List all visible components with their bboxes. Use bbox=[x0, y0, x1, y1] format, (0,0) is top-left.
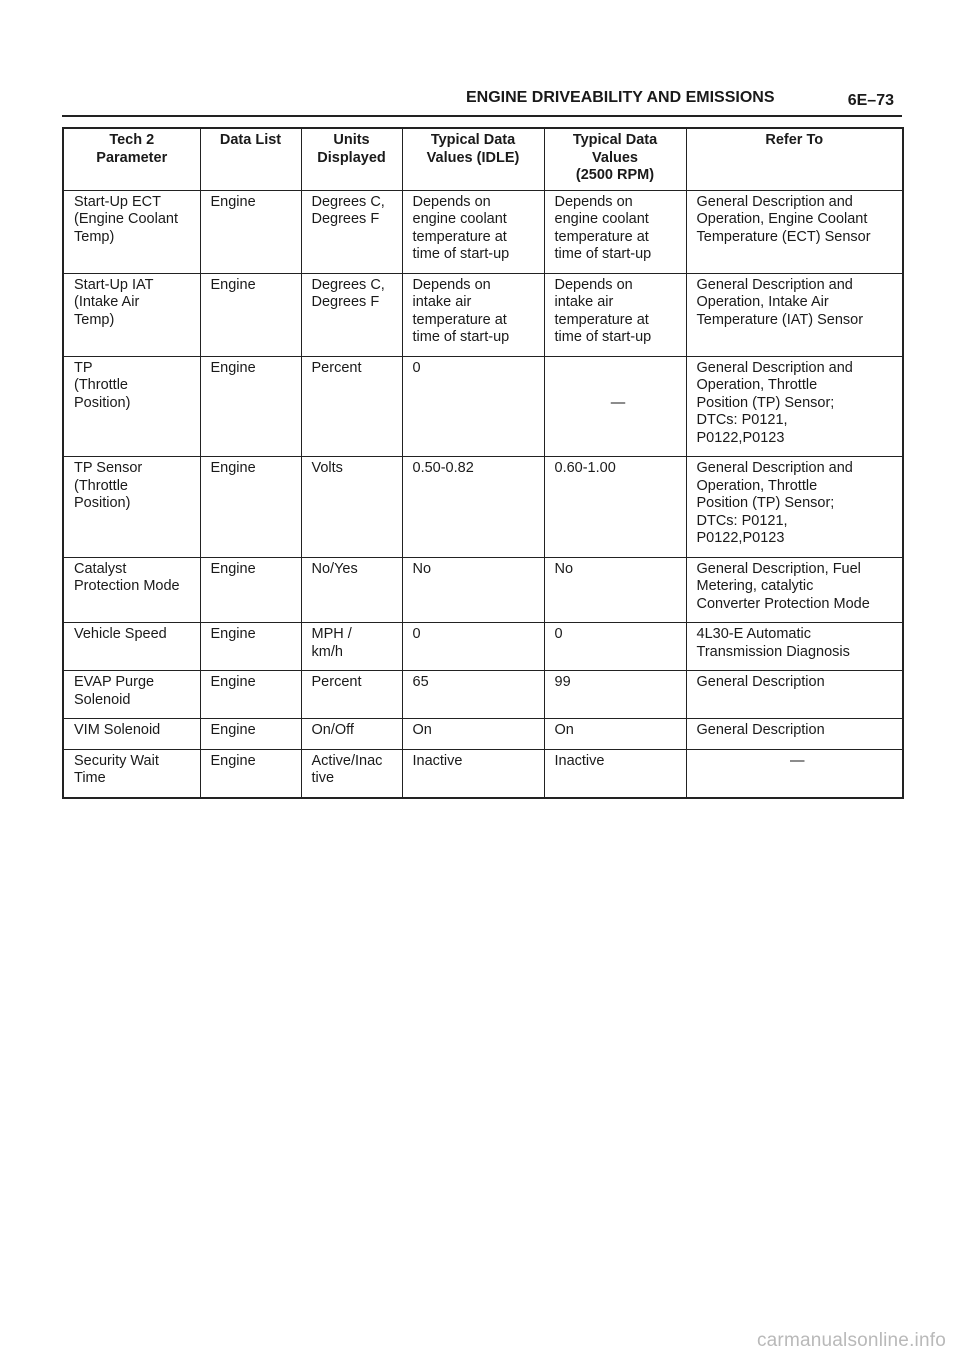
table-row bbox=[63, 190, 903, 273]
page-header bbox=[62, 88, 902, 118]
table-cell: Degrees C, Degrees F bbox=[301, 273, 402, 356]
table-cell: General Description and Operation, Engine Coolant Temperature (ECT) Sensor bbox=[686, 190, 903, 273]
table-cell: TP (Throttle Position) bbox=[63, 356, 200, 457]
table-row bbox=[63, 719, 903, 750]
table-cell: 0 bbox=[402, 623, 544, 671]
table-cell: Inactive bbox=[544, 749, 686, 798]
table-cell: On bbox=[544, 719, 686, 750]
table-row bbox=[63, 749, 903, 798]
table-row bbox=[63, 457, 903, 558]
table-cell: Engine bbox=[200, 557, 301, 623]
table-cell: Percent bbox=[301, 356, 402, 457]
table-cell: Start-Up ECT (Engine Coolant Temp) bbox=[63, 190, 200, 273]
tech2-data-table bbox=[62, 127, 904, 799]
column-header: Units Displayed bbox=[301, 128, 402, 190]
table-cell: TP Sensor (Throttle Position) bbox=[63, 457, 200, 558]
table-cell: Engine bbox=[200, 623, 301, 671]
table-cell: Depends on engine coolant temperature at time of start-up bbox=[544, 190, 686, 273]
table-row bbox=[63, 671, 903, 719]
table-cell: Engine bbox=[200, 457, 301, 558]
column-header: Typical Data Values (IDLE) bbox=[402, 128, 544, 190]
table-row bbox=[63, 356, 903, 457]
table-row bbox=[63, 623, 903, 671]
table-cell: Vehicle Speed bbox=[63, 623, 200, 671]
table-cell: — bbox=[544, 356, 686, 457]
table-cell: Engine bbox=[200, 190, 301, 273]
table-cell: General Description bbox=[686, 719, 903, 750]
table-cell: 65 bbox=[402, 671, 544, 719]
table-cell: 0 bbox=[544, 623, 686, 671]
table-cell: 0.60-1.00 bbox=[544, 457, 686, 558]
table-cell: Engine bbox=[200, 273, 301, 356]
table-cell: No bbox=[402, 557, 544, 623]
table-cell: 0 bbox=[402, 356, 544, 457]
table-cell: General Description, Fuel Metering, catalytic Converter Protection Mode bbox=[686, 557, 903, 623]
table-row bbox=[63, 557, 903, 623]
section-title: ENGINE DRIVEABILITY AND EMISSIONS bbox=[466, 89, 775, 106]
table-cell: Engine bbox=[200, 719, 301, 750]
table-cell: 0.50-0.82 bbox=[402, 457, 544, 558]
table-cell: General Description and Operation, Throttle Position (TP) Sensor; DTCs: P0121, P0122,P0123 bbox=[686, 356, 903, 457]
table-cell: Volts bbox=[301, 457, 402, 558]
table-cell: Engine bbox=[200, 749, 301, 798]
table-cell: Depends on engine coolant temperature at time of start-up bbox=[402, 190, 544, 273]
watermark: carmanualsonline.info bbox=[756, 1330, 946, 1351]
column-header: Tech 2 Parameter bbox=[63, 128, 200, 190]
table-cell: Start-Up IAT (Intake Air Temp) bbox=[63, 273, 200, 356]
page-number: 6E–73 bbox=[847, 92, 894, 109]
table-cell: General Description bbox=[686, 671, 903, 719]
table-cell: Degrees C, Degrees F bbox=[301, 190, 402, 273]
table-cell: 4L30-E Automatic Transmission Diagnosis bbox=[686, 623, 903, 671]
table-cell: General Description and Operation, Intake Air Temperature (IAT) Sensor bbox=[686, 273, 903, 356]
table-cell: 99 bbox=[544, 671, 686, 719]
table-cell: Depends on intake air temperature at time of start-up bbox=[402, 273, 544, 356]
table-cell: Engine bbox=[200, 356, 301, 457]
column-header: Typical Data Values (2500 RPM) bbox=[544, 128, 686, 190]
table-cell: No bbox=[544, 557, 686, 623]
table-cell: No/Yes bbox=[301, 557, 402, 623]
table-cell: Engine bbox=[200, 671, 301, 719]
table-cell: MPH / km/h bbox=[301, 623, 402, 671]
table-cell: On/Off bbox=[301, 719, 402, 750]
column-header: Refer To bbox=[686, 128, 903, 190]
table-header-row bbox=[63, 128, 903, 190]
table-cell: VIM Solenoid bbox=[63, 719, 200, 750]
table-row bbox=[63, 273, 903, 356]
table-cell: General Description and Operation, Throttle Position (TP) Sensor; DTCs: P0121, P0122,P0123 bbox=[686, 457, 903, 558]
column-header: Data List bbox=[200, 128, 301, 190]
table-cell: EVAP Purge Solenoid bbox=[63, 671, 200, 719]
table-cell: Active/Inac tive bbox=[301, 749, 402, 798]
table-cell: Percent bbox=[301, 671, 402, 719]
table-cell: Inactive bbox=[402, 749, 544, 798]
header-rule bbox=[62, 115, 902, 117]
table-cell: — bbox=[686, 749, 903, 798]
table-cell: Security Wait Time bbox=[63, 749, 200, 798]
table-cell: On bbox=[402, 719, 544, 750]
table-cell: Catalyst Protection Mode bbox=[63, 557, 200, 623]
table-cell: Depends on intake air temperature at time of start-up bbox=[544, 273, 686, 356]
